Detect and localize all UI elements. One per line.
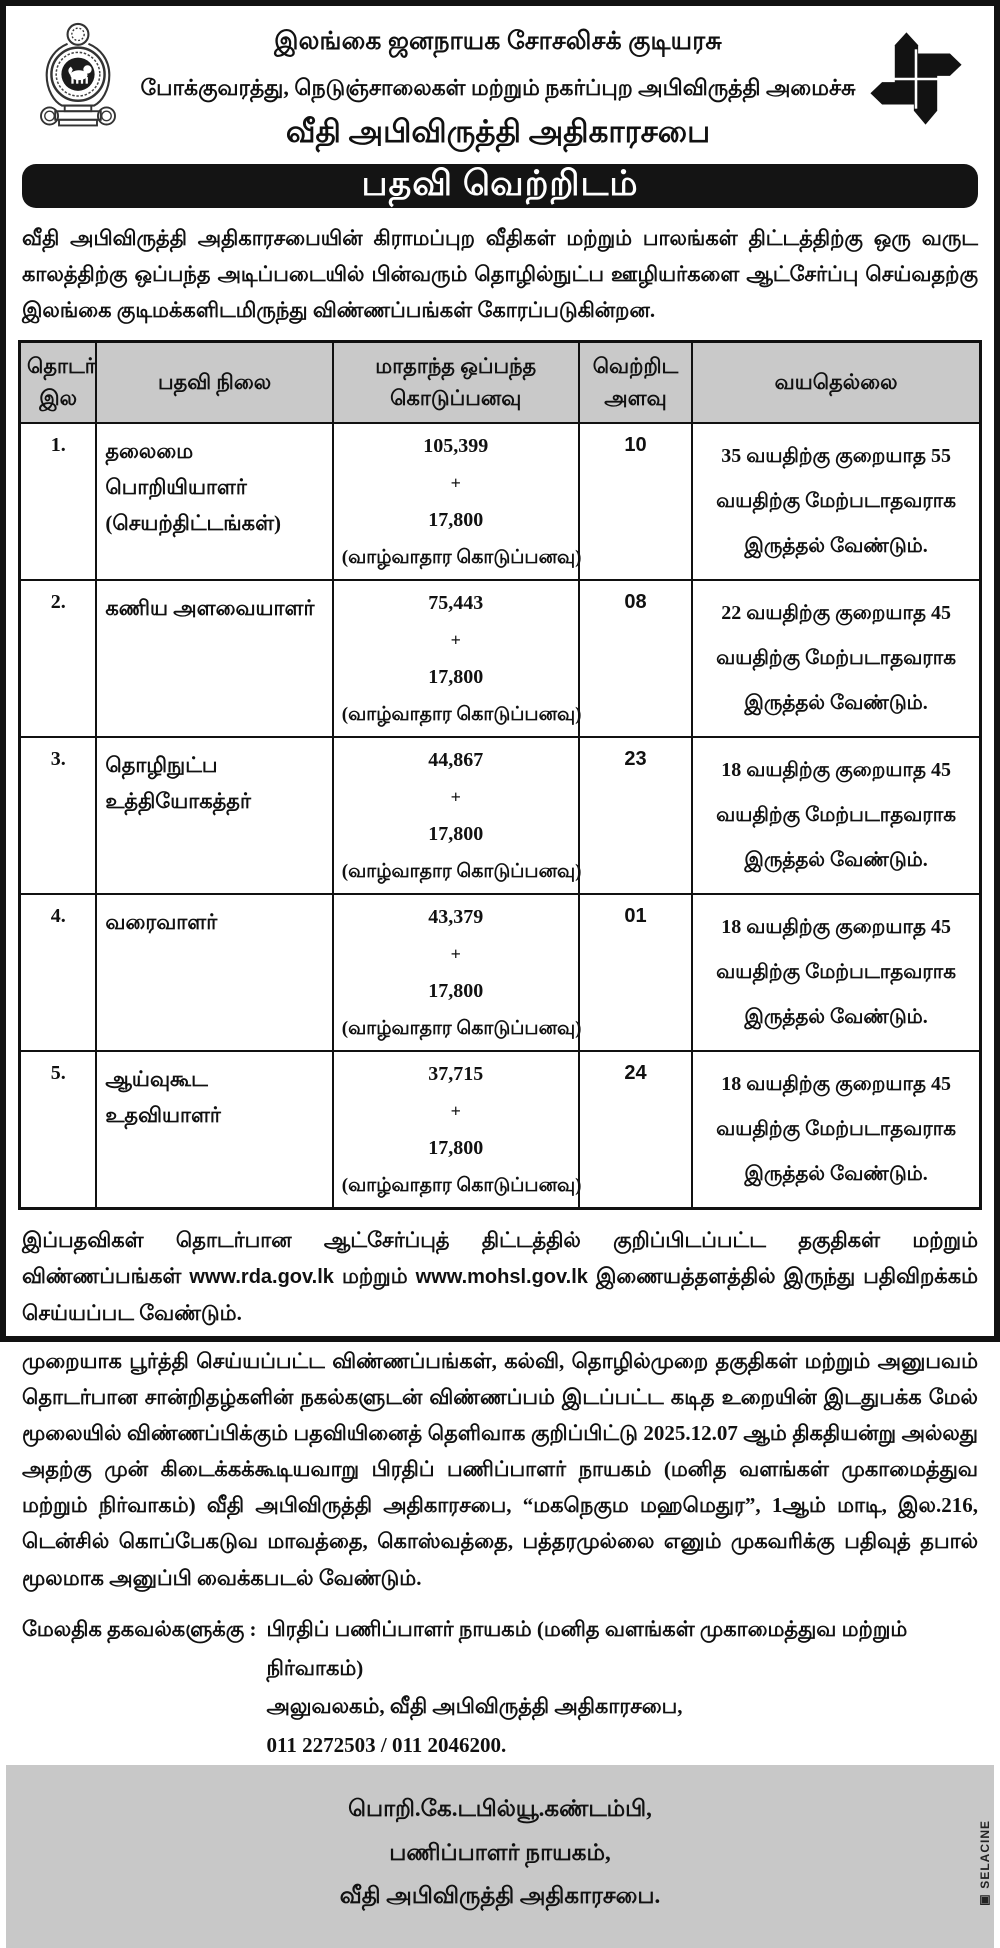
download-paragraph bbox=[22, 1222, 978, 1331]
contact-phone-numbers: 011 2272503 / 011 2046200. bbox=[266, 1733, 507, 1758]
table-row bbox=[20, 423, 981, 580]
col-header-serial: தொடர் இல bbox=[20, 342, 97, 424]
cell-age-limit: 18 வயதிற்கு குறையாத 45 வயதிற்கு மேற்படாதவராக இருத்தல் வேண்டும். bbox=[692, 1051, 980, 1209]
pay-note: (வாழ்வாதார கொடுப்பனவு) bbox=[341, 546, 582, 568]
pay-note: (வாழ்வாதார கொடுப்பனவு) bbox=[341, 860, 582, 882]
watermark-text: SELACINE bbox=[978, 1820, 992, 1889]
banner-title: பதவி வெற்றிடம் bbox=[361, 164, 639, 203]
watermark-logo-icon: ▣ bbox=[978, 1888, 992, 1909]
contact-office-line: அலுவலகம், வீதி அபிவிருத்தி அதிகாரசபை, bbox=[266, 1694, 683, 1719]
cell-vacancies: 08 bbox=[579, 580, 692, 737]
pay-note: (வாழ்வாதார கொடுப்பனவு) bbox=[341, 1174, 582, 1196]
pay-base: 37,715 bbox=[428, 1063, 484, 1086]
pay-allowance: 17,800 bbox=[428, 1136, 484, 1159]
header-titles bbox=[140, 18, 856, 154]
closing-date: 2025.12.07 bbox=[643, 1421, 738, 1446]
rda-website-url: www.rda.gov.lk bbox=[189, 1266, 334, 1289]
vacancy-banner bbox=[22, 164, 978, 208]
vacancy-table bbox=[18, 340, 982, 1210]
col-header-age: வயதெல்லை bbox=[692, 342, 980, 424]
authority-title: வீதி அபிவிருத்தி அதிகாரசபை bbox=[285, 114, 711, 149]
selacine-watermark bbox=[978, 1820, 992, 1908]
pay-allowance: 17,800 bbox=[428, 979, 484, 1002]
cell-serial: 3. bbox=[20, 737, 97, 894]
cell-post: கணிய அளவையாளர் bbox=[96, 580, 332, 737]
cell-post: தலைமை பொறியியாளர் (செயற்திட்டங்கள்) bbox=[96, 423, 332, 580]
pay-plus-sign: + bbox=[450, 944, 461, 965]
col-header-pay: மாதாந்த ஒப்பந்த கொடுப்பனவு bbox=[333, 342, 579, 424]
application-text-post: ஆம் திகதியன்று அல்லது அதற்கு முன் கிடைக்கக்கூடியவாறு பிரதிப் பணிப்பாளர் நாயகம் (மனித வளங்கள் முகாமைத்துவ மற்றும் நிர்வாகம்) வீதி அபிவிருத்தி அதிகாரசபை, “மகநெகும மஹமெதுர”, 1ஆம் மாடி, இல.216, டென்சில் கொப்பேகடுவ மாவத்தை, கொஸ்வத்தை, பத்தரமுல்லை எனும் முகவரிக்கு பதிவுத் தபால் மூலமாக அனுப்பி வைக்கபடல் வேண்டும். bbox=[22, 1421, 979, 1590]
signatory-organization: வீதி அபிவிருத்தி அதிகாரசபை. bbox=[339, 1883, 661, 1909]
signatory-title: பணிப்பாளர் நாயகம், bbox=[389, 1839, 611, 1865]
pay-plus-sign: + bbox=[450, 787, 461, 808]
cell-age-limit: 22 வயதிற்கு குறையாத 45 வயதிற்கு மேற்படாதவராக இருத்தல் வேண்டும். bbox=[692, 580, 980, 737]
table-row bbox=[20, 894, 981, 1051]
cell-age-limit: 18 வயதிற்கு குறையாத 45 வயதிற்கு மேற்படாதவராக இருத்தல் வேண்டும். bbox=[692, 737, 980, 894]
application-text-pre: முறையாக பூர்த்தி செய்யப்பட்ட விண்ணப்பங்கள், கல்வி, தொழில்முறை தகுதிகள் மற்றும் அனுபவம் தொடர்பான சான்றிதழ்களின் நகல்களுடன் விண்ணப்பம் இடப்பட்ட கடித உறையின் இடதுபக்க மேல் மூலையில் விண்ணப்பிக்கும் பதவியினைத் தெளிவாக குறிப்பிட்டு bbox=[22, 1348, 978, 1446]
pay-plus-sign: + bbox=[450, 473, 461, 494]
cell-age-limit: 35 வயதிற்கு குறையாத 55 வயதிற்கு மேற்படாதவராக இருத்தல் வேண்டும். bbox=[692, 423, 980, 580]
cell-vacancies: 10 bbox=[579, 423, 692, 580]
pay-base: 44,867 bbox=[428, 749, 484, 772]
cell-pay bbox=[333, 737, 582, 894]
pay-plus-sign: + bbox=[450, 1101, 461, 1122]
ministry-website-url: www.mohsl.gov.lk bbox=[415, 1266, 588, 1289]
cell-pay bbox=[333, 1051, 582, 1209]
cell-vacancies: 01 bbox=[579, 894, 692, 1051]
cell-serial: 4. bbox=[20, 894, 97, 1051]
cell-pay bbox=[333, 423, 582, 580]
pay-note: (வாழ்வாதார கொடுப்பனவு) bbox=[341, 1017, 582, 1039]
national-emblem-icon bbox=[30, 18, 140, 139]
cell-post: தொழிநுட்ப உத்தியோகத்தர் bbox=[96, 737, 332, 894]
col-header-post: பதவி நிலை bbox=[96, 342, 332, 424]
signature-footer bbox=[6, 1765, 994, 1948]
pay-allowance: 17,800 bbox=[428, 508, 484, 531]
pay-allowance: 17,800 bbox=[428, 822, 484, 845]
contact-block bbox=[22, 1610, 978, 1765]
intro-paragraph: வீதி அபிவிருத்தி அதிகாரசபையின் கிராமப்புற வீதிகள் மற்றும் பாலங்கள் திட்டத்திற்கு ஒரு வருட காலத்திற்கு ஒப்பந்த அடிப்படையில் பின்வரும் தொழில்நுட்ப ஊழியர்களை ஆட்சேர்ப்பு செய்வதற்கு இலங்கை குடிமக்களிடமிருந்து விண்ணப்பங்கள் கோரப்படுகின்றன. bbox=[22, 226, 978, 323]
cell-serial: 1. bbox=[20, 423, 97, 580]
cell-serial: 5. bbox=[20, 1051, 97, 1209]
signatory-name: பொறி.கே.டபில்யூ.கண்டம்பி, bbox=[348, 1796, 652, 1822]
table-row bbox=[20, 1051, 981, 1209]
cell-post: ஆய்வுகூட உதவியாளர் bbox=[96, 1051, 332, 1209]
application-paragraph bbox=[22, 1343, 978, 1596]
header bbox=[6, 6, 994, 154]
rda-logo-icon bbox=[856, 18, 976, 132]
table-row bbox=[20, 580, 981, 737]
cell-pay bbox=[333, 894, 582, 1051]
cell-post: வரைவாளர் bbox=[96, 894, 332, 1051]
pay-allowance: 17,800 bbox=[428, 665, 484, 688]
cell-vacancies: 24 bbox=[579, 1051, 692, 1209]
download-text-pre: இப்பதவிகள் தொடர்பான ஆட்சேர்ப்புத் திட்டத்தில் குறிப்பிடப்பட்ட தகுதிகள் மற்றும் விண்ணப்பங்கள் bbox=[22, 1228, 978, 1289]
cell-serial: 2. bbox=[20, 580, 97, 737]
cell-age-limit: 18 வயதிற்கு குறையாத 45 வயதிற்கு மேற்படாதவராக இருத்தல் வேண்டும். bbox=[692, 894, 980, 1051]
pay-note: (வாழ்வாதார கொடுப்பனவு) bbox=[341, 703, 582, 725]
table-row bbox=[20, 737, 981, 894]
contact-officer-line: பிரதிப் பணிப்பாளர் நாயகம் (மனித வளங்கள் முகாமைத்துவ மற்றும் நிர்வாகம்) bbox=[266, 1616, 908, 1680]
download-text-post: இணையத்தளத்தில் இருந்து பதிவிறக்கம் செய்யப்பட வேண்டும். bbox=[22, 1264, 979, 1325]
col-header-vacancies: வெற்றிட அளவு bbox=[579, 342, 692, 424]
ministry-title: போக்குவரத்து, நெடுஞ்சாலைகள் மற்றும் நகர்ப்புற அபிவிருத்தி அமைச்சு bbox=[140, 75, 856, 100]
cell-pay bbox=[333, 580, 582, 737]
pay-plus-sign: + bbox=[450, 630, 461, 651]
vacancy-table-head bbox=[20, 342, 981, 424]
pay-base: 75,443 bbox=[428, 592, 484, 615]
contact-label: மேலதிக தகவல்களுக்கு : bbox=[22, 1616, 257, 1641]
cell-vacancies: 23 bbox=[579, 737, 692, 894]
pay-base: 43,379 bbox=[428, 906, 484, 929]
download-text-mid: மற்றும் bbox=[341, 1264, 408, 1289]
pay-base: 105,399 bbox=[423, 435, 489, 458]
country-title: இலங்கை ஜனநாயக சோசலிசக் குடியரசு bbox=[274, 28, 722, 55]
vacancy-table-body bbox=[20, 423, 981, 1209]
header-row bbox=[20, 342, 981, 424]
